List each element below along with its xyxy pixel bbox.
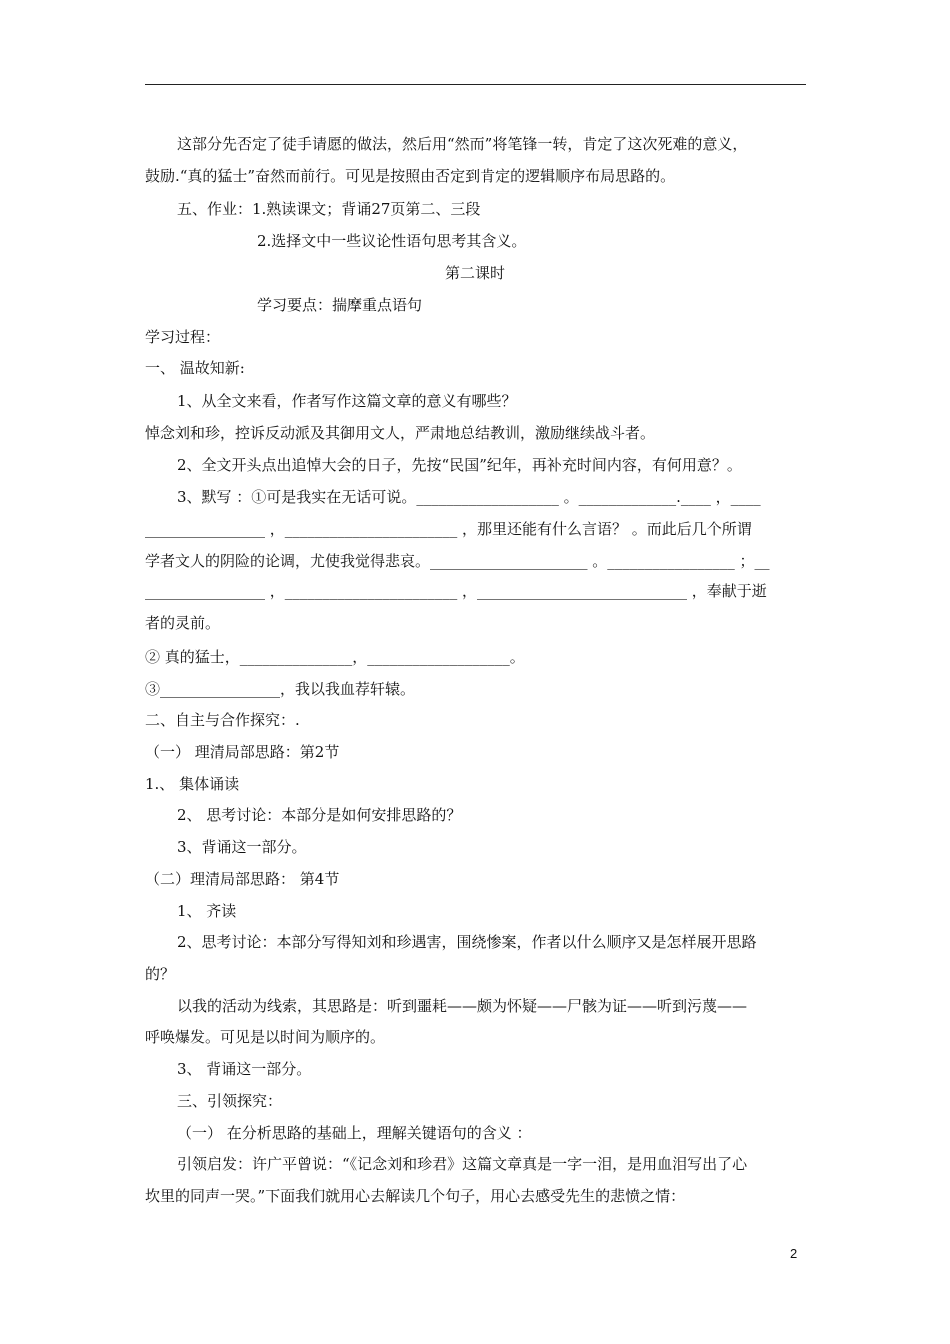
text-line: 一、 温故知新:	[145, 359, 245, 377]
text-line: （一） 理清局部思路：第2节	[145, 743, 340, 761]
text-line: 三、引领探究：	[177, 1092, 283, 1110]
text-line: （一） 在分析思路的基础上，理解关键语句的含义 ：	[177, 1124, 532, 1142]
text-line: 引领启发：许广平曾说：“《记念刘和珍君》这篇文章真是一字一泪，是用血泪写出了心	[177, 1155, 748, 1173]
text-line: 坎里的同声一哭。”下面我们就用心去解读几个句子，用心去感受先生的悲愤之情：	[145, 1187, 686, 1205]
text-line: 二、自主与合作探究：.	[145, 711, 300, 729]
text-line: 3、背诵这一部分。	[177, 838, 307, 856]
text-line: 2、思考讨论：本部分写得知刘和珍遇害，围绕惨案，作者以什么顺序又是怎样展开思路	[177, 933, 757, 951]
text-line: 鼓励.“真的猛士”奋然而前行。可见是按照由否定到肯定的逻辑顺序布局思路的。	[145, 167, 676, 185]
text-line: 五、作业：1.熟读课文；背诵27页第二、三段	[177, 200, 481, 218]
text-line: ② 真的猛士，_______________，___________________。	[145, 648, 525, 666]
text-line: 的？	[145, 965, 176, 983]
text-line: 悼念刘和珍，控诉反动派及其御用文人，严肃地总结教训，激励继续战斗者。	[145, 424, 656, 442]
text-line: 3、默写 ：①可是我实在无话可说。___________________ 。_____________.____ ，____	[177, 488, 761, 506]
text-line: 2、全文开头点出追悼大会的日子，先按“民国”纪年，再补充时间内容，有何用意？。	[177, 456, 742, 474]
text-line: 者的灵前。	[145, 614, 221, 632]
text-line: 学习过程：	[145, 328, 221, 346]
section-heading: 第二课时	[444, 264, 505, 282]
text-line: 1、从全文来看，作者写作这篇文章的意义有哪些？	[177, 392, 517, 410]
text-line: ③________________，我以我血荐轩辕。	[145, 680, 416, 698]
text-line: 2.选择文中一些议论性语句思考其含义。	[257, 232, 527, 250]
text-line: ________________ ，_______________________ ，____________________________ ，奉献于逝	[145, 582, 767, 600]
text-line: （二）理清局部思路： 第4节	[145, 870, 340, 888]
header-rule	[145, 84, 806, 85]
text-line: 呼唤爆发。可见是以时间为顺序的。	[145, 1028, 386, 1046]
text-line: 学习要点：揣摩重点语句	[257, 296, 423, 314]
text-line: ________________ ，_______________________ ，那里还能有什么言语？ 。而此后几个所谓	[145, 520, 752, 538]
text-line: 学者文人的阴险的论调，尤使我觉得悲哀。_____________________ 。_________________ ；__	[145, 552, 770, 570]
text-line: 1.、 集体诵读	[145, 775, 240, 793]
text-line: 1、 齐读	[177, 902, 237, 920]
text-line: 3、 背诵这一部分。	[177, 1060, 312, 1078]
text-line: 2、 思考讨论：本部分是如何安排思路的？	[177, 806, 462, 824]
text-line: 以我的活动为线索，其思路是：听到噩耗——颇为怀疑——尸骸为证——听到污蔑——	[177, 997, 748, 1015]
page-number: 2	[790, 1246, 798, 1261]
text-line: 这部分先否定了徒手请愿的做法，然后用“然而”将笔锋一转，肯定了这次死难的意义，	[177, 135, 748, 153]
